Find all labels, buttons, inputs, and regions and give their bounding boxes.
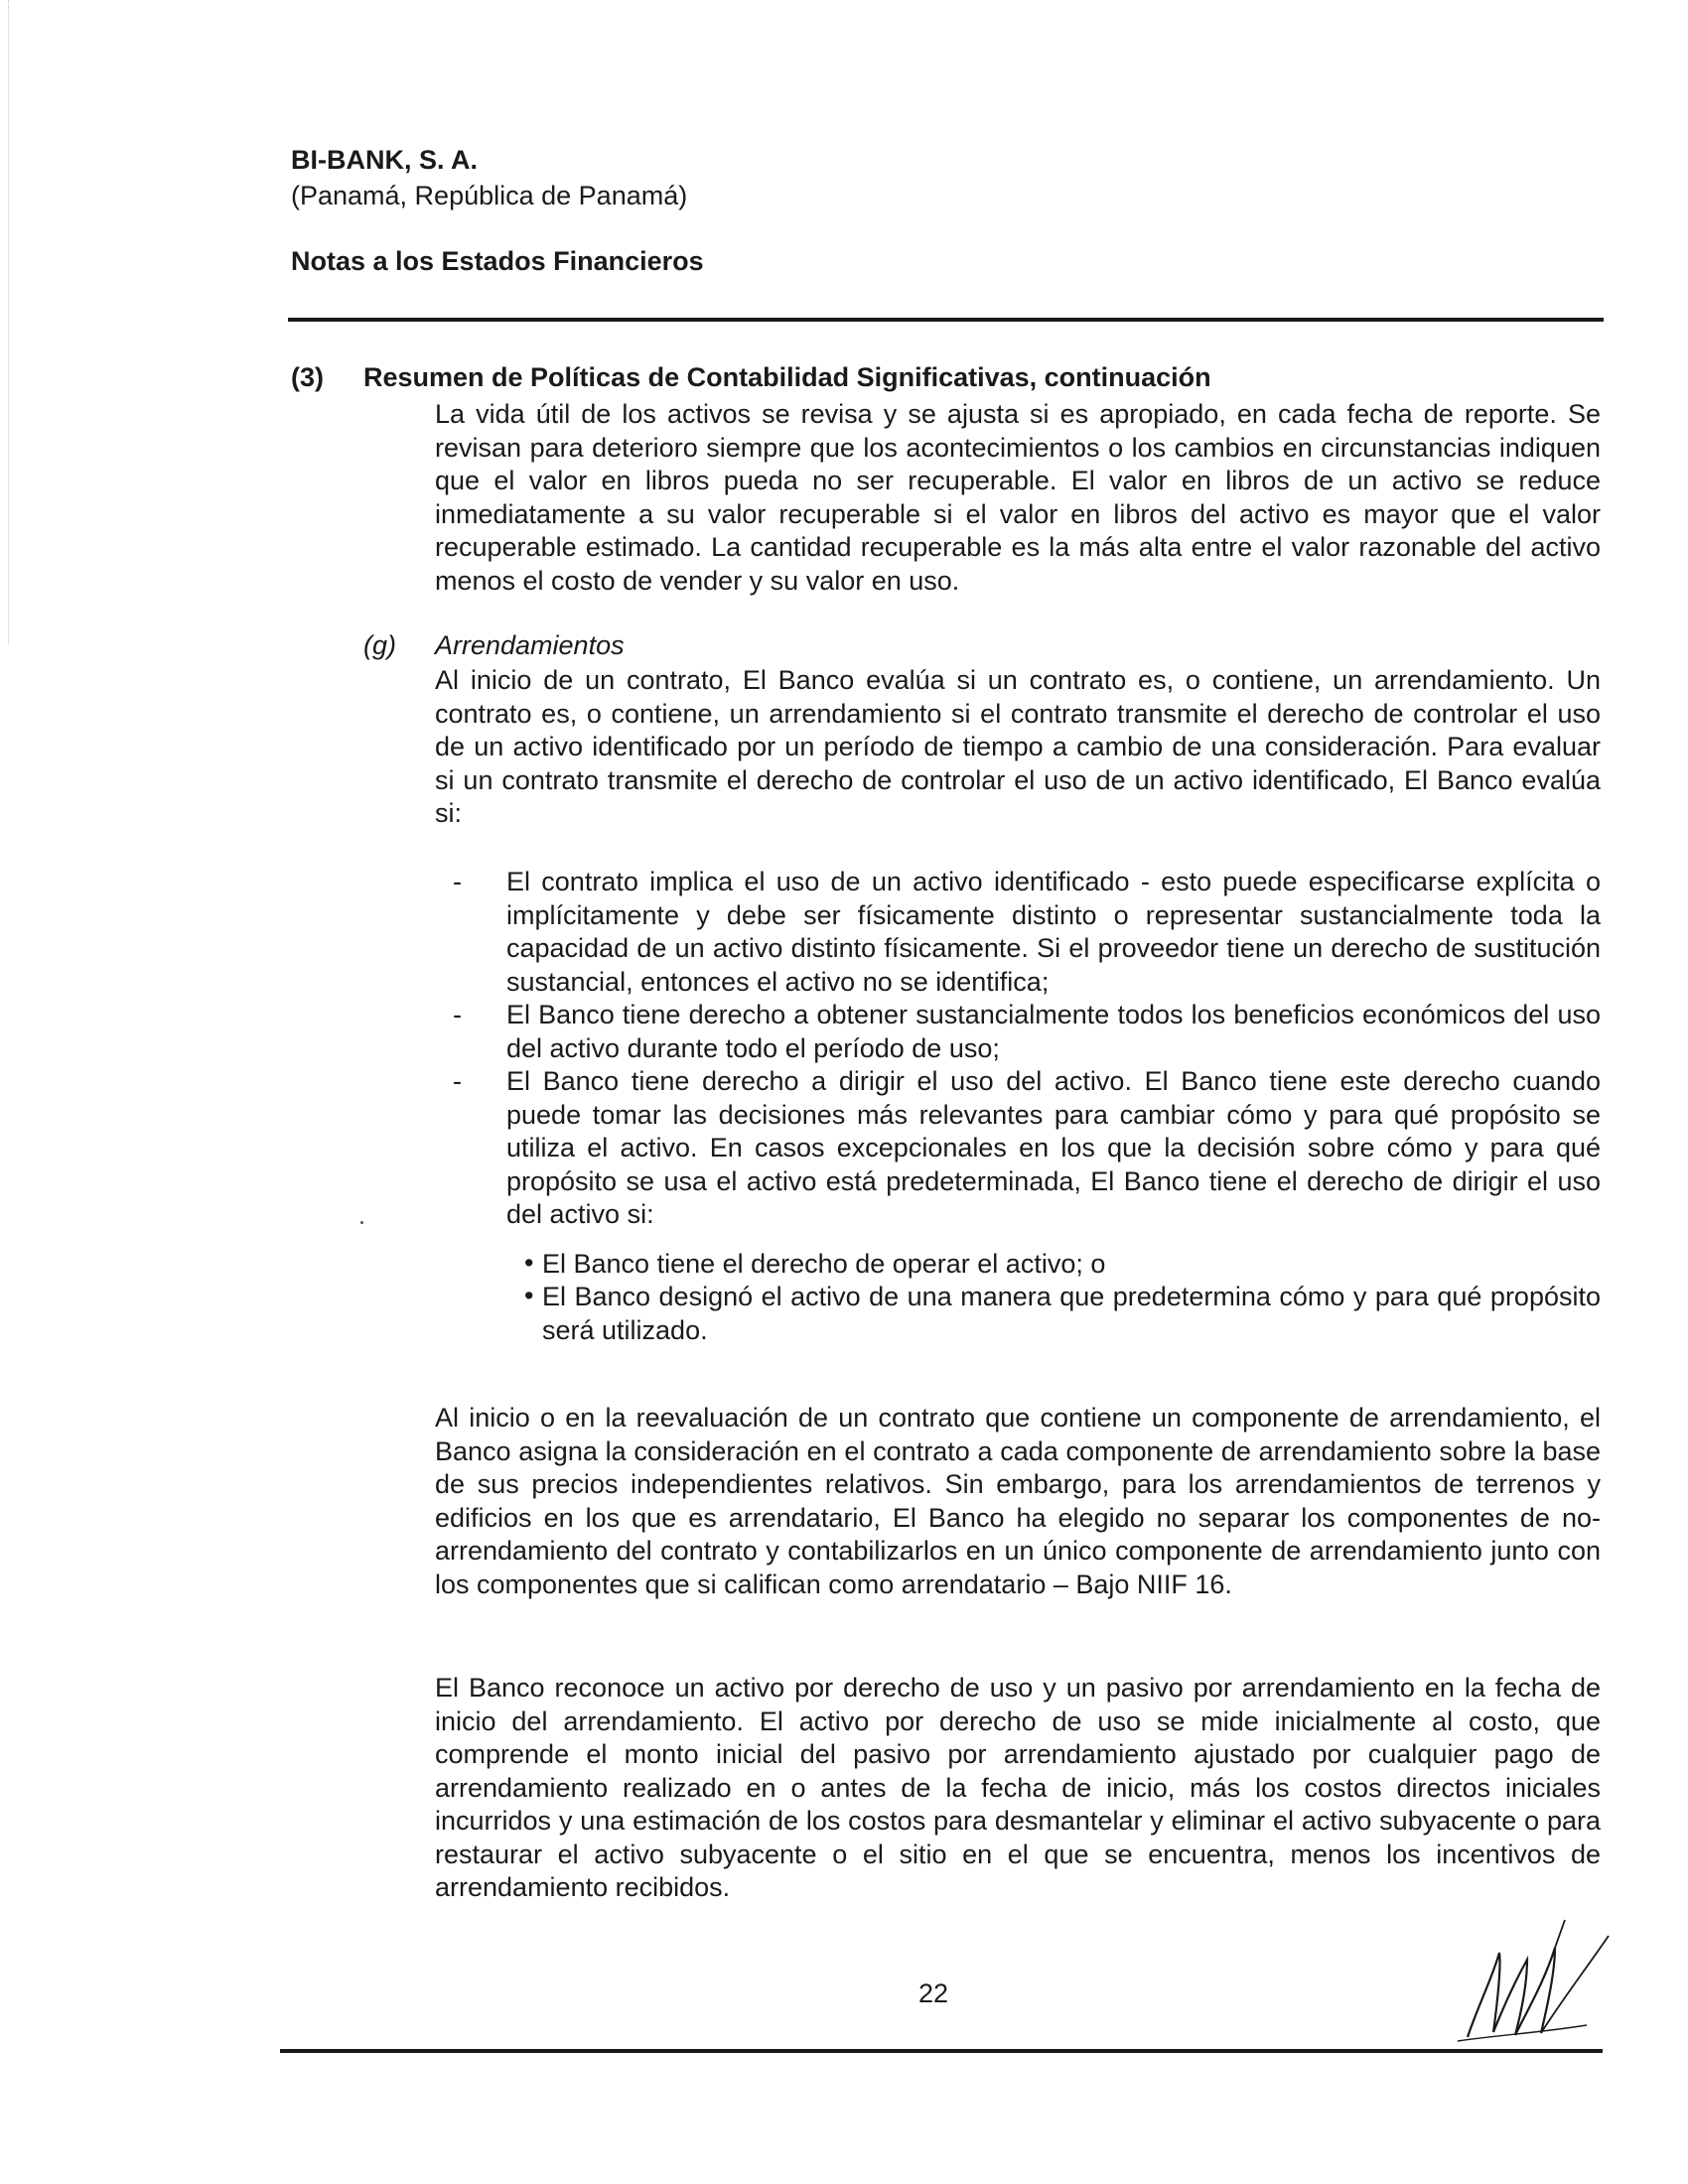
scan-edge-line: [8, 0, 9, 645]
recognition-paragraph: El Banco reconoce un activo por derecho de uso y un pasivo por arrendamiento en la fecha de inicio del arrendamiento. El activo por derecho de uso se mide inicialmente al costo, que comprende el monto inicial del pasivo por arrendamiento ajustado por cualquier pago de arrendamiento realizado en o antes de la fecha de inicio, más los costos directos iniciales incurridos y una estimación de los costos para desmantelar y eliminar el activo subyacente o para restaurar el activo subyacente o el sitio en el que se encuentra, menos los incentivos de arrendamiento recibidos.: [435, 1673, 1601, 1902]
list-item: [435, 999, 1601, 1065]
sub-list-item: [506, 1248, 1601, 1282]
sub-list-item-text: El Banco designó el activo de una manera que predetermina cómo y para qué propósito será utilizado.: [542, 1282, 1601, 1345]
company-location: (Panamá, República de Panamá): [291, 181, 688, 210]
subsection-title: Arrendamientos: [435, 630, 625, 660]
list-item-text: El Banco tiene derecho a obtener sustancialmente todos los beneficios económicos del uso del activo durante todo el período de uso;: [506, 1000, 1601, 1063]
section-title: Resumen de Políticas de Contabilidad Significativas, continuación: [363, 362, 1211, 392]
sub-criteria-list: [506, 1248, 1601, 1348]
subsection-marker: (g): [363, 630, 396, 660]
sub-list-item-text: El Banco tiene el derecho de operar el activo; o: [542, 1248, 1106, 1279]
list-item-text: El contrato implica el uso de un activo identificado - esto puede especificarse explícita o implícitamente y debe ser físicamente distinto o representar sustancialmente toda la capacidad de un activo distinto físicamente. Si el proveedor tiene un derecho de sustitución sustancial, entonces el activo no se identifica;: [506, 867, 1601, 997]
bullet-marker: •: [524, 1247, 534, 1278]
list-item: [435, 866, 1601, 999]
dash-marker: -: [453, 867, 462, 896]
document-title: Notas a los Estados Financieros: [291, 246, 704, 276]
header-divider: [288, 318, 1604, 322]
page-number: 22: [917, 1979, 949, 2008]
allocation-paragraph: Al inicio o en la reevaluación de un contrato que contiene un componente de arrendamiento, el Banco asigna la consideración en el contrato a cada componente de arrendamiento sobre la base de sus precios independientes relativos. Sin embargo, para los arrendamientos de terrenos y edificios en los que es arrendatario, El Banco ha elegido no separar los componentes de no-arrendamiento del contrato y contabilizarlos en un único componente de arrendamiento junto con los componentes que si califican como arrendatario – Bajo NIIF 16.: [435, 1403, 1601, 1599]
list-item-text: El Banco tiene derecho a dirigir el uso del activo. El Banco tiene este derecho cuando puede tomar las decisiones más relevantes para cambiar cómo y para qué propósito se utiliza el activo. En casos excepcionales en los que la decisión sobre cómo y para qué propósito se usa el activo está predeterminada, El Banco tiene el derecho de dirigir el uso del activo si:: [506, 1066, 1601, 1229]
footer-divider: [280, 2049, 1603, 2053]
company-name: BI-BANK, S. A.: [291, 145, 478, 175]
sub-list-item: [506, 1281, 1601, 1347]
signature-initials: [1438, 1908, 1617, 2047]
list-item: [435, 1065, 1601, 1347]
criteria-list: [435, 866, 1601, 1347]
leases-paragraph: Al inicio de un contrato, El Banco evalúa si un contrato es, o contiene, un arrendamiento. Un contrato es, o contiene, un arrendamiento si el contrato transmite el derecho de controlar el uso de un activo identificado por un período de tiempo a cambio de una consideración. Para evaluar si un contrato transmite el derecho de controlar el uso de un activo identificado, El Banco evalúa si:: [435, 665, 1601, 828]
bullet-marker: •: [524, 1281, 534, 1310]
section-number: (3): [291, 362, 324, 392]
scan-speck: [360, 1221, 363, 1224]
dash-marker: -: [453, 1000, 462, 1029]
intro-paragraph: La vida útil de los activos se revisa y se ajusta si es apropiado, en cada fecha de reporte. Se revisan para deterioro siempre que los acontecimientos o los cambios en circunstancias indiquen que el valor en libros pueda no ser recuperable. El valor en libros de un activo se reduce inmediatamente a su valor recuperable si el valor en libros del activo es mayor que el valor recuperable estimado. La cantidad recuperable es la más alta entre el valor razonable del activo menos el costo de vender y su valor en uso.: [435, 399, 1601, 596]
dash-marker: -: [453, 1066, 462, 1096]
